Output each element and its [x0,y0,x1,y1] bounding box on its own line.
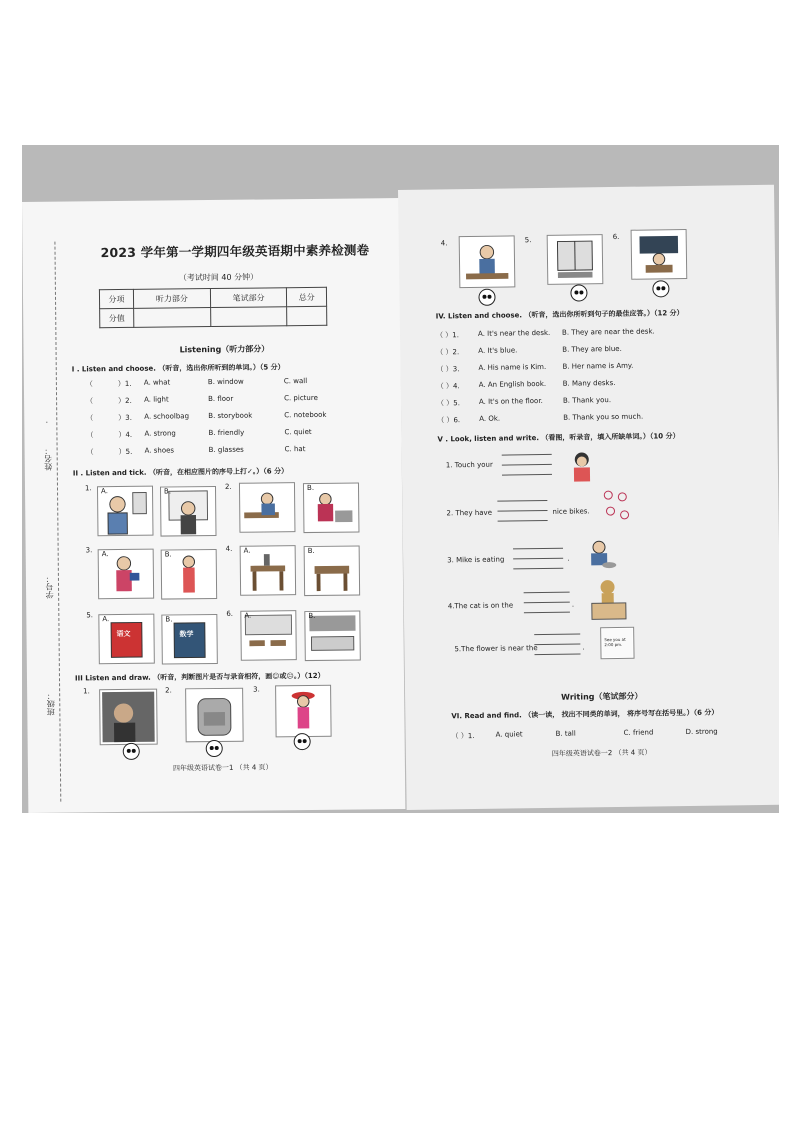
question-number: ）1. [117,379,132,389]
question-number[interactable]: （ ）6. [437,416,461,425]
binding-line [54,242,61,802]
picture-boy-writing [459,235,516,288]
option-b: B. They are blue. [562,344,622,354]
fill-prefix: 2. They have [446,508,493,518]
question-number[interactable]: （ ）1. [435,331,459,340]
exam-page-left: 姓名： 学号： 班级： 2023 学年第一学期四年级英语期中素养检测卷 （考试时间 40 分钟） 分项 听力部分 笔试部分 总分 分值 Listening（听力部分） I . Listen and choose. （听音，选出你所听到的单词。）（5 分） （ ）1. A. what B. window C. wall （ ）2. A. light B. floor C. picture （ ）3. A. schoolbag B. storybook C. notebook （ ）4. A. strong B. friendly C. quiet （ ）5. A. shoes B. glasses C. hat II . Listen and tick. （听音，在相应图片的序号上打✓。）（6 分） 1. A. B. 2. B. 3. A. B. 4. A. B. 5. A. 语文 B. 数学 6. A. B. III Listen and draw. （听音，判断图片是否与录音相符，画☺或☹。）（12） 1. 2. 3. 四年级英语试卷一1 （共 4 页） [22,198,405,813]
option-b: B. storybook [208,411,253,421]
smiley-face-icon[interactable] [123,743,140,760]
option-c: C. quiet [284,427,312,437]
answer-bracket[interactable]: （ [85,380,93,389]
smiley-face-icon[interactable] [478,289,495,306]
smiley-face-icon[interactable] [570,284,587,301]
answer-line[interactable] [502,464,552,466]
option-b: B. window [207,377,244,387]
book-label: 数学 [179,630,194,639]
picture-boy-and-window [99,689,158,746]
note-text: See you at 2:00 pm. [604,636,626,648]
score-header-cell: 笔试部分 [210,288,287,308]
pair-number: 1. [84,484,92,493]
option-a: A. It's blue. [478,346,518,355]
pair-number: 4. [225,544,233,553]
answer-line[interactable] [534,653,580,655]
picture-window [547,234,604,285]
option-a: A. shoes [144,446,175,455]
answer-line[interactable] [502,474,552,476]
section3-title: III Listen and draw. （听音，判断图片是否与录音相符，画☺或☹。）（12） [74,671,325,683]
option-b: B. They are near the desk. [561,327,655,337]
smiley-face-icon[interactable] [652,280,669,297]
fill-suffix: . [567,554,570,563]
photo-backdrop [22,145,779,813]
answer-line[interactable] [497,500,547,502]
option-c: C. notebook [284,410,327,420]
option-a: A. strong [144,429,176,438]
answer-line[interactable] [524,612,570,614]
fill-prefix: 1. Touch your [445,460,493,470]
book-label: 语文 [116,629,131,639]
option-a: A. His name is Kim. [478,362,547,372]
fill-suffix: . [582,643,585,652]
picture-teacher-blackboard [631,229,688,280]
option-d: D. strong [685,727,718,737]
option-b: B. friendly [208,428,245,438]
student-number-label: 学号： [44,574,55,599]
answer-line[interactable] [534,643,580,645]
score-header-cell: 分项 [99,289,133,308]
section6-title: VI. Read and find. （读一读， 找出不同类的单词， 将序号写在括号里。）（6 分） [451,708,719,721]
picture-schoolbag [185,688,244,743]
picture-boy-cleaning-desk[interactable] [239,482,296,533]
option-a: A. light [144,395,169,404]
option-a: A. Ok. [479,414,501,423]
answer-line[interactable] [513,568,563,570]
smiley-face-icon[interactable] [294,733,311,750]
section1-title: I . Listen and choose. （听音，选出你所听到的单词。）（5 分） [71,363,285,374]
page-footer: 四年级英语试卷一2 （共 4 页） [551,748,652,758]
question-number: ）4. [118,430,133,440]
smiley-face-icon[interactable] [206,740,223,757]
answer-line[interactable] [497,510,547,512]
picture-bikes [600,487,635,527]
exam-title: 2023 学年第一学期四年级英语期中素养检测卷 [100,242,370,261]
option-a: A. It's near the desk. [477,328,551,338]
answer-line[interactable] [534,633,580,635]
question-number[interactable]: （ ）5. [436,399,460,408]
picture-cat-on-box [587,575,630,622]
answer-bracket[interactable]: （ [86,397,94,406]
fill-prefix: 5.The flower is near the [454,644,538,654]
section2-title: II . Listen and tick. （听音，在相应图片的序号上打✓。）（6 分） [72,467,289,478]
question-number: ）2. [118,396,132,406]
answer-bracket[interactable]: （ [86,448,94,457]
score-header-cell: 听力部分 [133,289,210,309]
option-c: C. picture [284,393,318,403]
pair-number: 5. [86,611,94,620]
pair-number: 3. [85,546,93,555]
name-label: 姓名： [43,446,53,471]
score-table [99,287,327,328]
answer-line[interactable] [524,602,570,604]
option-c: C. wall [283,377,308,386]
score-input-cell[interactable] [287,306,327,325]
option-a: A. schoolbag [144,412,190,421]
score-input-cell[interactable] [134,308,211,328]
question-number[interactable]: （ ）1. [451,731,475,741]
fill-suffix: nice bikes. [552,507,590,516]
answer-bracket[interactable]: （ [86,414,94,423]
answer-line[interactable] [502,454,552,456]
picture-girl-touch-head [568,449,598,483]
question-number[interactable]: （ ）2. [436,348,460,357]
score-row-label: 分值 [100,308,134,327]
picture-girl-with-hat [275,685,332,738]
option-a: A. what [143,378,171,387]
page-footer: 四年级英语试卷一1 （共 4 页） [172,763,273,773]
option-b: B. tall [555,729,576,738]
option-c: C. friend [623,728,654,737]
writing-heading: Writing（笔试部分） [561,691,643,702]
section4-title: IV. Listen and choose. （听音，选出你所听到句子的最佳应答。）（12 分） [435,309,684,321]
exam-time: （考试时间 40 分钟） [178,272,259,283]
question-number: ）5. [118,447,133,457]
picture-number: 4. [440,239,448,248]
listening-heading: Listening（听力部分） [179,344,270,355]
draw-number: 2. [165,686,172,695]
answer-bracket[interactable]: （ [86,431,94,440]
fill-suffix: . [571,600,575,609]
option-b: B. Her name is Amy. [562,361,634,371]
option-a: A. It's on the floor. [478,396,543,406]
picture-number: 6. [612,232,620,242]
answer-line[interactable] [524,592,570,594]
answer-line[interactable] [498,520,548,522]
draw-number: 3. [253,685,260,694]
option-b: B. Thank you. [562,396,612,405]
option-b: B. floor [208,394,234,404]
score-header-cell: 总分 [287,287,327,306]
draw-number: 1. [83,687,90,696]
fill-prefix: 3. Mike is eating [447,555,505,565]
picture-boy-eating [585,537,617,573]
option-b: B. glasses [208,445,244,455]
question-number[interactable]: （ ）4. [436,382,460,391]
answer-line[interactable] [513,548,563,550]
option-c: C. hat [284,445,306,454]
pair-number: 6. [226,609,234,618]
picture-number: 5. [524,236,532,245]
option-b: B. Many desks. [562,378,616,388]
section5-title: V . Look, listen and write. （看图，听录音，填入所缺单词。）（10 分） [437,432,680,444]
option-a: A. An English book. [478,379,547,389]
fill-prefix: 4.The cat is on the [447,601,514,611]
question-number: ）3. [118,413,132,423]
answer-line[interactable] [513,558,563,560]
option-a: A. quiet [495,730,523,739]
score-input-cell[interactable] [210,307,287,327]
exam-page-right [398,185,779,810]
option-b: B. Thank you so much. [563,412,644,422]
question-number[interactable]: （ ）3. [436,365,460,374]
class-label: 班级： [46,691,56,716]
pair-number: 2. [224,482,232,491]
